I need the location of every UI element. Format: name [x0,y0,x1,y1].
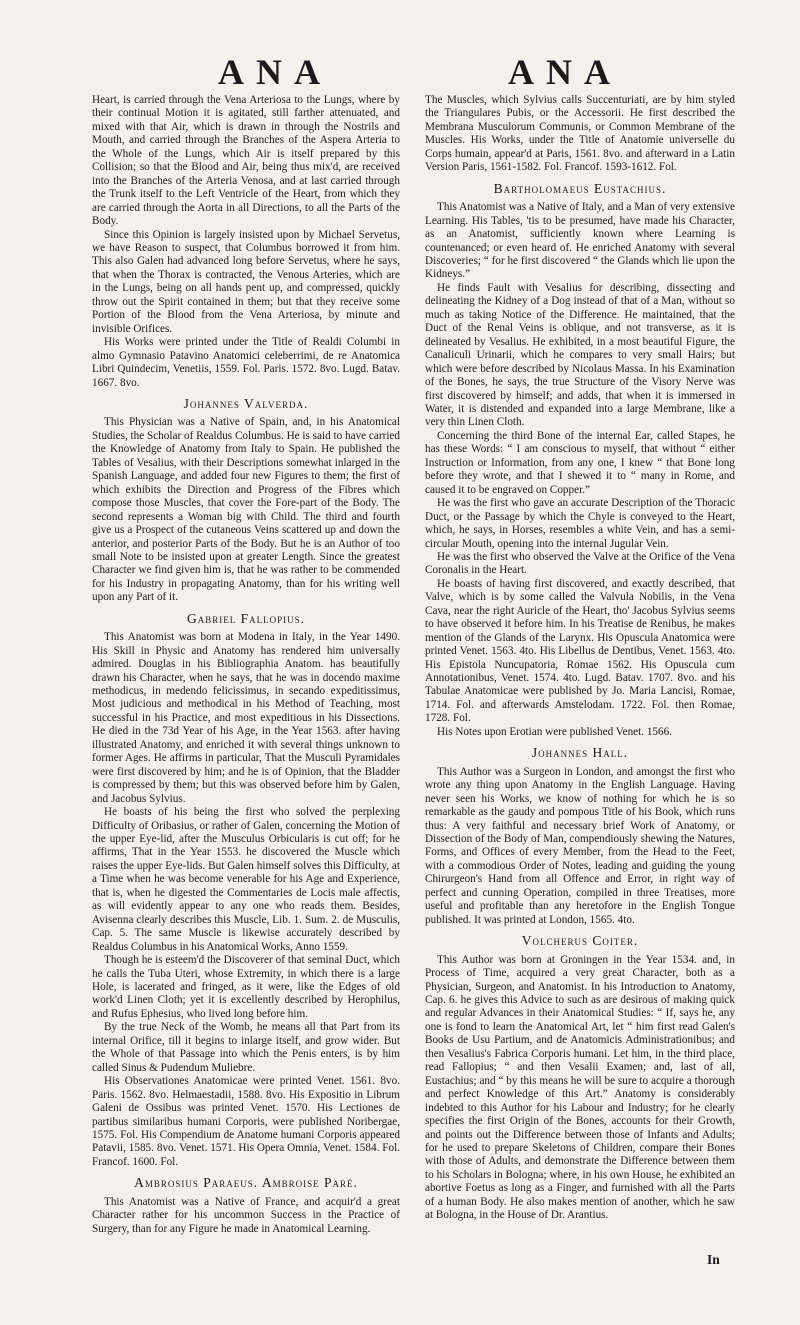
paragraph: Though he is esteem'd the Discoverer of that seminal Duct, which he calls the Tuba Uteri, whose Extremity, in which there is a large Hole, is lacerated and fringed, as it were, like the Edges of old work'd Linen Cloth; yet it is excellently described by Herophilus, and Rufus Ephesius, who lived long before him. [92,954,400,1020]
paragraph: He finds Fault with Vesalius for describing, dissecting and delineating the Kidney of a Dog instead of that of a Man, without so much as taking Notice of the Difference. He maintained, that the Duct of the Renal Veins is oblique, and not transverse, as it is delineated by Vesalius. He exhibited, in a most beautiful Figure, the Canaliculi Urinarii, which he compares to very small Hairs; but which were before described by Nicolaus Massa. In his Examination of the Bones, he says, the true Structure of the Visory Nerve was first discovered by himself; and adds, that when it is immersed in Water, it is distended and expanded into a large Membrane, like a very thin Linen Cloth. [425,281,735,429]
paragraph: His Observationes Anatomicae were printed Venet. 1561. 8vo. Paris. 1562. 8vo. Helmaestadii, 1588. 8vo. His Expositio in Librum Galeni de Ossibus was printed Venet. 1570. His Lectiones de partibus similaribus humani Corporis, were published Noribergae, 1575. Fol. His Compendium de Anatome humani Corporis appeared Patavii, 1585. 8vo. Venet. 1571. His Opera Omnia, Venet. 1584. Fol. Francof. 1600. Fol. [92,1075,400,1168]
running-head-left: ANA [218,52,332,92]
paragraph: This Anatomist was a Native of France, and acquir'd a great Character rather for his uncommon Success in the Practice of Surgery, than for any Figure he made in Anatomical Learning. [92,1195,400,1235]
paragraph: His Works were printed under the Title of Realdi Columbi in almo Gymnasio Patavino Anatomici celeberrimi, de re Anatomica Libri Quindecim, Venetiis, 1559. Fol. Paris. 1572. 8vo. Lugd. Batav. 1667. 8vo. [92,336,400,389]
paragraph: By the true Neck of the Womb, he means all that Part from its internal Orifice, till it begins to inlarge itself, and grow wider. But the Whole of that Passage into which the Penis enters, is by him called Sinus & Pudendum Muliebre. [92,1021,400,1074]
paragraph: Since this Opinion is largely insisted upon by Michael Servetus, we have Reason to suspect, that Columbus borrowed it from him. This also Galen had advanced long before Servetus, where he says, that when the Thorax is contracted, the Venous Arteries, which are in the Lungs, being on all hands pent up, and compressed, quickly throw out the Spirit contained in them; but that they receive some Portion of the Blood from the Vena Arteriosa, by minute and invisible Orifices. [92,228,400,335]
paragraph: Concerning the third Bone of the internal Ear, called Stapes, he has these Words: “ I am conscious to myself, that without “ either Instruction or Information, from any one, I knew “ that Bone long before they wrote, and that I shewed it to “ many in Rome, and caused it to be engraved on Copper.” [425,429,735,496]
paragraph: He boasts of having first discovered, and exactly described, that Valve, which is by some called the Valvula Nobilis, in the Vena Cava, near the right Auricle of the Heart, tho' Jacobus Sylvius seems to have observed it before him. In his Treatise de Renibus, he makes mention of the Glands of the Larynx. His Opuscula Anatomica were printed Venet. 1563. 4to. His Libellus de Dentibus, Venet. 1563. 4to. His Epistola Nuncupatoria, Romae 1562. His Opuscula cum Annotationibus, Venet. 1574. 4to. Lugd. Batav. 1707. 8vo. and his Tabulae Anatomicae were published by Jo. Maria Lancisi, Romae, 1714. Fol. and afterwards Amstelodam. 1722. Fol. then Romae, 1728. Fol. [425,577,735,725]
paragraph: This Physician was a Native of Spain, and, in his Anatomical Studies, the Scholar of Realdus Columbus. He is said to have carried the Knowledge of Anatomy from Italy to Spain. He published the Tables of Vesalius, with their Descriptions somewhat inlarged in the Spanish Language, and added four new Figures to them; the first of which exhibits the Direction and Progress of the Fibres which compose those Muscles, that cover the Fore-part of the Body. The second represents a Woman big with Child. The third and fourth give us a Prospect of the cutaneous Veins scattered up and down the anterior, and posterior Parts of the Body. But he is an Author of too small Note to be insisted upon at greater Length. Since the greatest Character we find given him is, that he was rather to be commended for his Industry in propagating Anatomy, than for his writing well upon any Part of it. [92,416,400,604]
running-head-right: ANA [508,52,622,92]
section-heading: Ambrosius Paraeus. Ambroise Paré. [134,1175,358,1191]
paragraph: His Notes upon Erotian were published Venet. 1566. [437,725,673,738]
paragraph: He boasts of his being the first who solved the perplexing Difficulty of Oribasius, or rather of Galen, concerning the Motion of the upper Eye-lid, after the Musculus Orbicularis is cut off; for he affirms, That in the Year 1553. he discovered the Muscle which raises the upper Eye-lids. But Galen himself solves this Difficulty, at a Time when he was become venerable for his Age and Experience, that is, when he digested the Commentaries de Locis male affectis, as will evidently appear to any one who reads them. Besides, Avisenna clearly describes this Muscle, Lib. 1. Sum. 2. de Musculis, Cap. 5. The same Muscle is likewise accurately described by Realdus Columbus in his Anatomical Works, Anno 1559. [92,806,400,953]
section-heading: Bartholomaeus Eustachius. [493,180,667,196]
left-column [92,94,400,1236]
paragraph: The Muscles, which Sylvius calls Succenturiati, are by him styled the Triangulares Pubis, or the Accessorii. He first described the Membrana Musculorum Communis, or Common Membrane of the Muscles. His Works, under the Title of Anatomie universelle du Corps humain, appear'd at Paris, 1561. 8vo. and afterward in a Latin Version Paris, 1561-1582. Fol. Francof. 1593-1612. Fol. [425,94,735,174]
paragraph: This Author was born at Groningen in the Year 1534. and, in Process of Time, acquired a very great Character, both as a Physician, Surgeon, and Anatomist. In his Introduction to Anatomy, Cap. 6. he gives this Advice to such as are desirous of making quick and regular Advances in their Anatomical Studies: “ If, says he, any one is fond to learn the Anatomical Art, let “ him first read Galen's Books de Usu Partium, and de Anatomicis Administrationibus; and then Vesalius's Fabrica Corporis humani. Let him, in the third place, read Fallopius; “ and then Vesalii Examen; and, last of all, Eustachius; and “ by this means he will be sure to acquire a thorough and perfect Knowledge of this Art.” Anatomy is considerably indebted to this Author for his Labour and Industry; for he clearly specifies the first Origin of the Bones, accounts for their Growth, and points out the Difference between those of Infants and Adults; for he used to prepare Skeletons of Children, compare their Bones with those of Adults, and demonstrate the Difference between them to his Scholars in Bologna; where, in his own House, he exhibited an abortive Foetus as long as a Finger, and furnished with all the Parts of a human Body. He also makes mention of another, which he saw at Bologna, in the House of Dr. Arantius. [425,953,735,1222]
paragraph: Heart, is carried through the Vena Arteriosa to the Lungs, where by their continual Motion it is agitated, still farther attenuated, and mixed with that Air, which is drawn in through the Nostrils and Mouth, and carried through the Branches of the Aspera Arteria to the Whole of the Lungs, which Air is itself prepared by this Collision; so that the Blood and Air, being thus mix'd, are received into the Branches of the Arteria Venosa, and at last carried through the Trunk itself to the Left Ventricle of the Heart, from which they are carried through the Aorta in all Directions, to all the Parts of the Body. [92,94,400,228]
catchword: In [707,1252,720,1267]
section-heading: Johannes Hall. [531,745,629,761]
section-heading: Johannes Valverda. [183,395,309,411]
paragraph: This Author was a Surgeon in London, and amongst the first who wrote any thing upon Anatomy in the English Language. Having never seen his Works, we know of nothing for which he is so remarkable as the gaudy and pompous Title of his Book, which runs thus: A very faithful and necessary brief Work of Anatomy, or Dissection of the Body of Man, compendiously shewing the Natures, Forms, and Offices of every Member, from the Head to the Feet, with a commodious Order of Notes, leading and guiding the young Chirurgeon's Hand from all Offence and Error, in right way of perfect and cunning Operation, compiled in three Treatises, more useful and profitable than any heretofore in the English Tongue published. It was printed at London, 1565. 4to. [425,765,735,926]
paragraph: He was the first who observed the Valve at the Orifice of the Vena Coronalis in the Heart. [425,550,735,577]
paragraph: This Anatomist was a Native of Italy, and a Man of very extensive Learning. His Tables, 'tis to be presumed, have made his Character, as an Anatomist, sufficiently known where Learning is countenanced; or even heard of. He enriched Anatomy with several Discoveries; “ for he first discovered “ the Glands which lie upon the Kidneys.” [425,201,735,281]
section-heading: Gabriel Fallopius. [186,610,305,626]
paragraph: He was the first who gave an accurate Description of the Thoracic Duct, or the Passage by which the Chyle is conveyed to the Heart, which, he says, in Horses, resembles a white Vein, and has a semi-circular Mouth, opening into the internal Jugular Vein. [425,497,735,550]
paragraph: This Anatomist was born at Modena in Italy, in the Year 1490. His Skill in Physic and Anatomy has rendered him universally admired. Douglas in his Bibliographia Anatom. has beautifully drawn his Character, when he says, that he was in docendo maxime methodicus, in medendo felicissimus, in secando expeditissimus, Most judicious and methodical in his Method of Teaching, most successful in his Practice, and most expeditious in his Dissections. He died in the 73d Year of his Age, in the Year 1563. after having illustrated Anatomy, and enriched it with several things unknown to former Ages. He affirms in particular, That the Musculi Pyramidales were first discovered by him; and he is of Opinion, that the Bladder is compressed by them; but this was observed before him by Galen, and Jacobus Sylvius. [92,631,400,805]
section-heading: Volcherus Coiter. [521,933,639,949]
right-column [425,94,735,1223]
